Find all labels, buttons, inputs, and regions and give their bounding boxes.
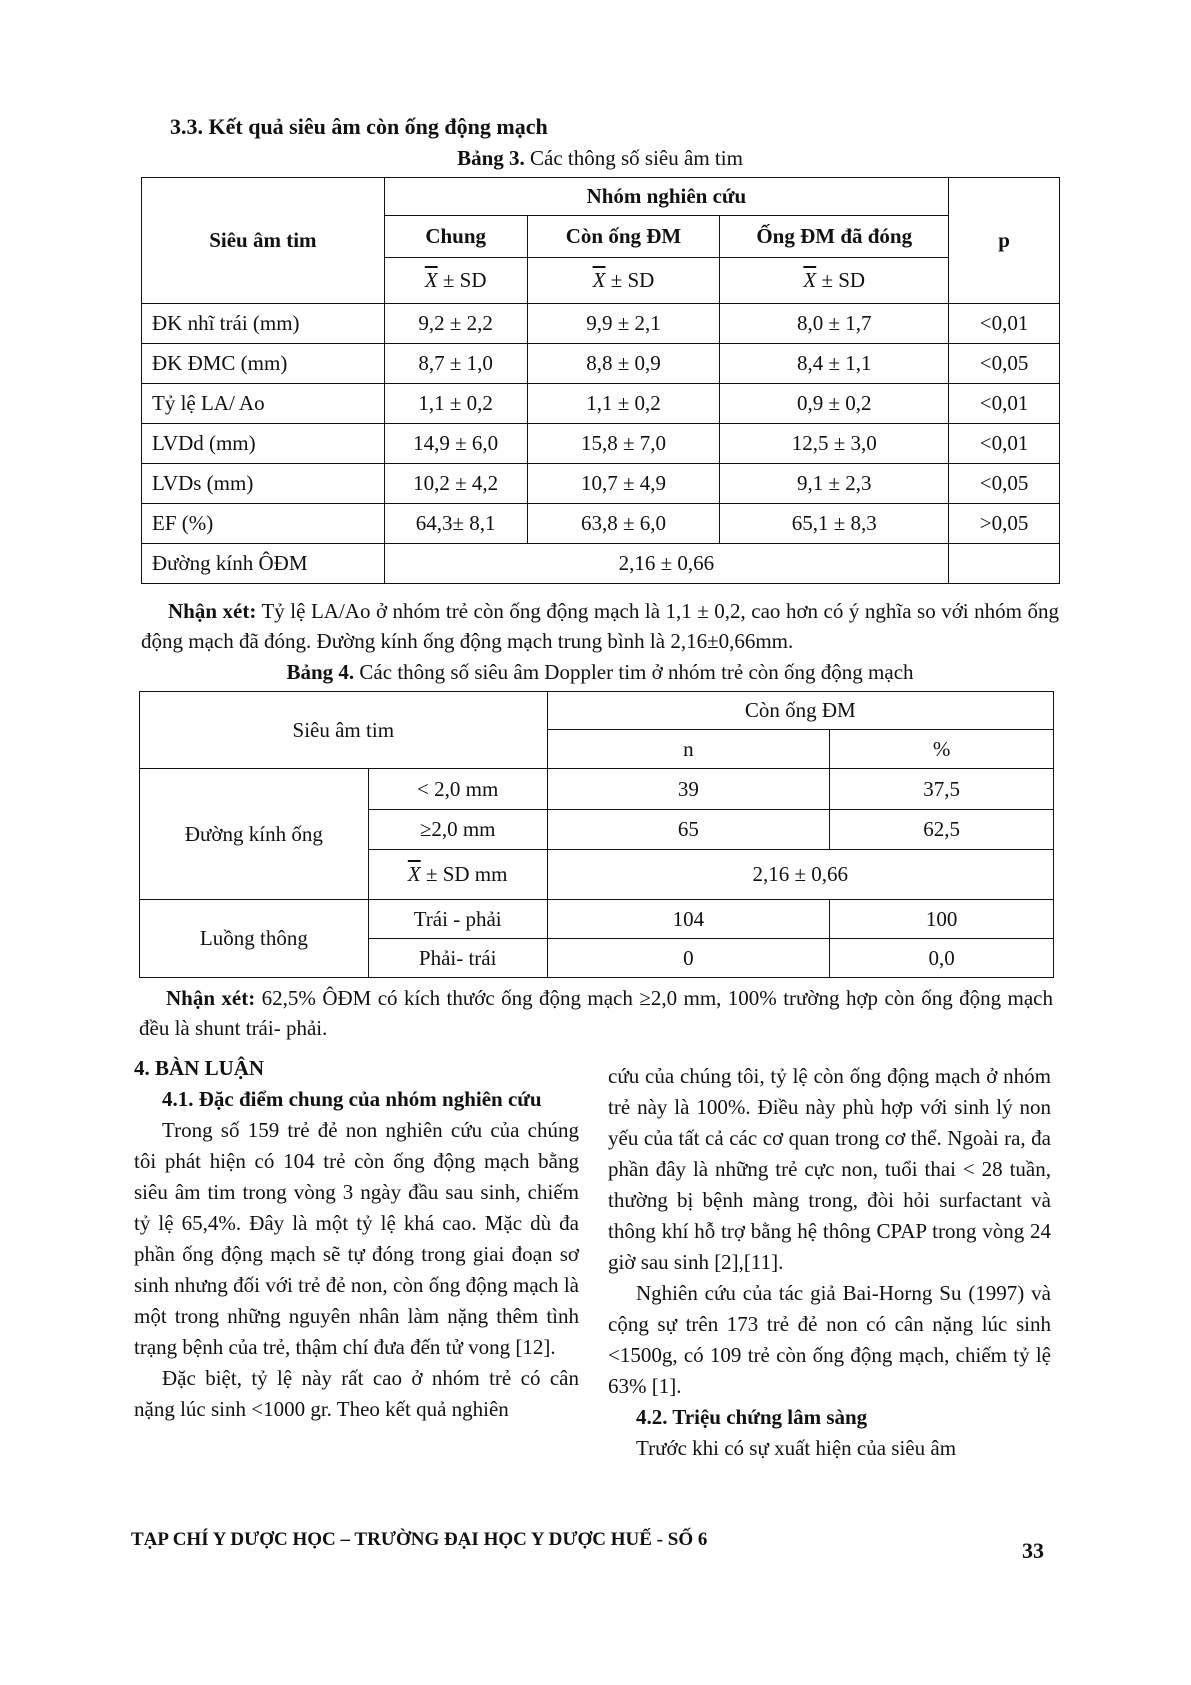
table3-head-p: p [949, 178, 1060, 304]
table4-cell: 0 [547, 939, 830, 978]
table4-row-label: Phải- trái [368, 939, 547, 978]
mean-symbol: $\overline{X}$ [424, 268, 438, 292]
table3-cell: 63,8 ± 6,0 [527, 504, 720, 544]
table4-row-label: Trái - phải [368, 900, 547, 939]
remark1 [141, 596, 1059, 656]
section4-1-title: 4.1. Đặc điểm chung của nhóm nghiên cứu [162, 1087, 542, 1111]
table3-cell: 10,7 ± 4,9 [527, 464, 720, 504]
table4-caption-text: Các thông số siêu âm Doppler tim ở nhóm trẻ còn ống động mạch [354, 660, 914, 684]
remark1-text: Tỷ lệ LA/Ao ở nhóm trẻ còn ống động mạch là 1,1 ± 0,2, cao hơn có ý nghĩa so với nhóm ống động mạch đã đóng. Đường kính ống động mạch trung bình là 2,16±0,66mm. [141, 599, 1059, 653]
table3-cell: 15,8 ± 7,0 [527, 424, 720, 464]
sd-label: ± SD [437, 268, 487, 292]
table3-cell: 12,5 ± 3,0 [720, 424, 949, 464]
table3-cell: 8,0 ± 1,7 [720, 304, 949, 344]
section4-2-title: 4.2. Triệu chứng lâm sàng [636, 1405, 868, 1429]
table4-cell: 62,5 [830, 810, 1054, 850]
table3-head-col-dong: Ống ĐM đã đóng [720, 216, 949, 258]
table4-row-label: < 2,0 mm [368, 769, 547, 810]
table4-head-pct: % [830, 730, 1054, 769]
table3-cell: 1,1 ± 0,2 [384, 384, 527, 424]
table3-p-cell: <0,01 [949, 384, 1060, 424]
paragraph: Đặc biệt, tỷ lệ này rất cao ở nhóm trẻ có cân nặng lúc sinh <1000 gr. Theo kết quả nghiên [134, 1366, 579, 1421]
section4-title: 4. BÀN LUẬN [134, 1056, 265, 1080]
table4-cell: 100 [830, 900, 1054, 939]
left-column [134, 1053, 579, 1425]
paragraph: Trước khi có sự xuất hiện của siêu âm [636, 1436, 957, 1460]
table4-head-rowlabel: Siêu âm tim [140, 692, 548, 769]
table3-cell: 9,9 ± 2,1 [527, 304, 720, 344]
table3-stat-cell [527, 258, 720, 304]
table4-cell: 37,5 [830, 769, 1054, 810]
table3-cell: 65,1 ± 8,3 [720, 504, 949, 544]
remark2-text: 62,5% ÔĐM có kích thước ống động mạch ≥2,0 mm, 100% trường hợp còn ống động mạch đều là shunt trái- phải. [139, 986, 1053, 1040]
table3-p-cell: <0,01 [949, 304, 1060, 344]
table3-cell: 14,9 ± 6,0 [384, 424, 527, 464]
remark2 [139, 983, 1053, 1043]
table3-cell: 9,1 ± 2,3 [720, 464, 949, 504]
table4 [139, 691, 1054, 978]
table3-row-label: ĐK ĐMC (mm) [142, 344, 385, 384]
mean-symbol: $\overline{X}$ [803, 268, 817, 292]
table3-p-cell: <0,05 [949, 344, 1060, 384]
table3-cell: 9,2 ± 2,2 [384, 304, 527, 344]
table4-group-luong-thong: Luồng thông [140, 900, 369, 978]
table3-cell: 0,9 ± 0,2 [720, 384, 949, 424]
sd-label: ± SD [605, 268, 655, 292]
table3-head-col-chung: Chung [384, 216, 527, 258]
right-column [608, 1061, 1051, 1464]
table3-row-label: Đường kính ÔĐM [142, 544, 385, 584]
table3-row-label: LVDd (mm) [142, 424, 385, 464]
table3-head-col-con: Còn ống ĐM [527, 216, 720, 258]
table3-row-label: ĐK nhĩ trái (mm) [142, 304, 385, 344]
table3-head-rowlabel: Siêu âm tim [142, 178, 385, 304]
mean-symbol: $\overline{X}$ [407, 862, 421, 886]
table3-cell: 64,3± 8,1 [384, 504, 527, 544]
sd-label: ± SD mm [420, 862, 508, 886]
table3-caption [140, 146, 1060, 171]
paragraph: Nghiên cứu của tác giả Bai-Horng Su (1997) và cộng sự trên 173 trẻ đẻ non có cân nặng lúc sinh <1500g, có 109 trẻ còn ống động mạch, chiếm tỷ lệ 63% [1]. [608, 1281, 1051, 1398]
table4-group-duong-kinh: Đường kính ống [140, 769, 369, 900]
table4-caption-label: Bảng 4. [286, 660, 355, 684]
section-3-3-title: 3.3. Kết quả siêu âm còn ống động mạch [170, 114, 548, 139]
table3-cell: 8,4 ± 1,1 [720, 344, 949, 384]
table4-cell: 39 [547, 769, 830, 810]
table3-cell: 10,2 ± 4,2 [384, 464, 527, 504]
table4-row-label [368, 850, 547, 900]
table3-p-cell: <0,05 [949, 464, 1060, 504]
table3-head-group: Nhóm nghiên cứu [384, 178, 948, 216]
table4-caption [140, 660, 1060, 685]
table3 [141, 177, 1060, 584]
table3-cell-merged: 2,16 ± 0,66 [384, 544, 948, 584]
table3-cell: 1,1 ± 0,2 [527, 384, 720, 424]
page-number: 33 [1022, 1538, 1044, 1563]
remark1-label: Nhận xét: [168, 599, 257, 623]
table3-cell: 8,8 ± 0,9 [527, 344, 720, 384]
table4-cell: 0,0 [830, 939, 1054, 978]
mean-symbol: $\overline{X}$ [592, 268, 606, 292]
table4-row-label: ≥2,0 mm [368, 810, 547, 850]
table3-row-label: Tỷ lệ LA/ Ao [142, 384, 385, 424]
paragraph: Trong số 159 trẻ đẻ non nghiên cứu của chúng tôi phát hiện có 104 trẻ còn ống động mạch bằng siêu âm tim trong vòng 3 ngày đầu sau sinh, chiếm tỷ lệ 65,4%. Đây là một tỷ lệ khá cao. Mặc dù đa phần ống động mạch sẽ tự đóng trong giai đoạn sơ sinh nhưng đối với trẻ đẻ non, còn ống động mạch là một trong những nguyên nhân làm nặng thêm tình trạng bệnh của trẻ, thậm chí đưa đến tử vong [12]. [134, 1118, 579, 1359]
table3-stat-cell [720, 258, 949, 304]
table4-head-group: Còn ống ĐM [547, 692, 1053, 730]
table3-caption-text: Các thông số siêu âm tim [524, 146, 743, 170]
table4-head-n: n [547, 730, 830, 769]
sd-label: ± SD [816, 268, 866, 292]
paragraph: cứu của chúng tôi, tỷ lệ còn ống động mạch ở nhóm trẻ này là 100%. Điều này phù hợp với sinh lý non yếu của tất cả các cơ quan trong cơ thể. Ngoài ra, đa phần đây là những trẻ cực non, tuổi thai < 28 tuần, thường bị bệnh màng trong, đòi hỏi surfactant và thông khí hỗ trợ bằng hệ thông CPAP trong vòng 24 giờ sau sinh [2],[11]. [608, 1064, 1051, 1274]
table3-row-label: EF (%) [142, 504, 385, 544]
table3-p-cell: <0,01 [949, 424, 1060, 464]
table3-caption-label: Bảng 3. [457, 146, 525, 170]
table4-cell: 65 [547, 810, 830, 850]
journal-footer: TẠP CHÍ Y DƯỢC HỌC – TRƯỜNG ĐẠI HỌC Y DƯỢC HUẾ - SỐ 6 [131, 1529, 708, 1550]
table4-cell-merged: 2,16 ± 0,66 [547, 850, 1053, 900]
table3-p-cell-empty [949, 544, 1060, 584]
table3-stat-cell [384, 258, 527, 304]
table3-row-label: LVDs (mm) [142, 464, 385, 504]
remark2-label: Nhận xét: [166, 986, 256, 1010]
table3-cell: 8,7 ± 1,0 [384, 344, 527, 384]
table4-cell: 104 [547, 900, 830, 939]
table3-p-cell: >0,05 [949, 504, 1060, 544]
